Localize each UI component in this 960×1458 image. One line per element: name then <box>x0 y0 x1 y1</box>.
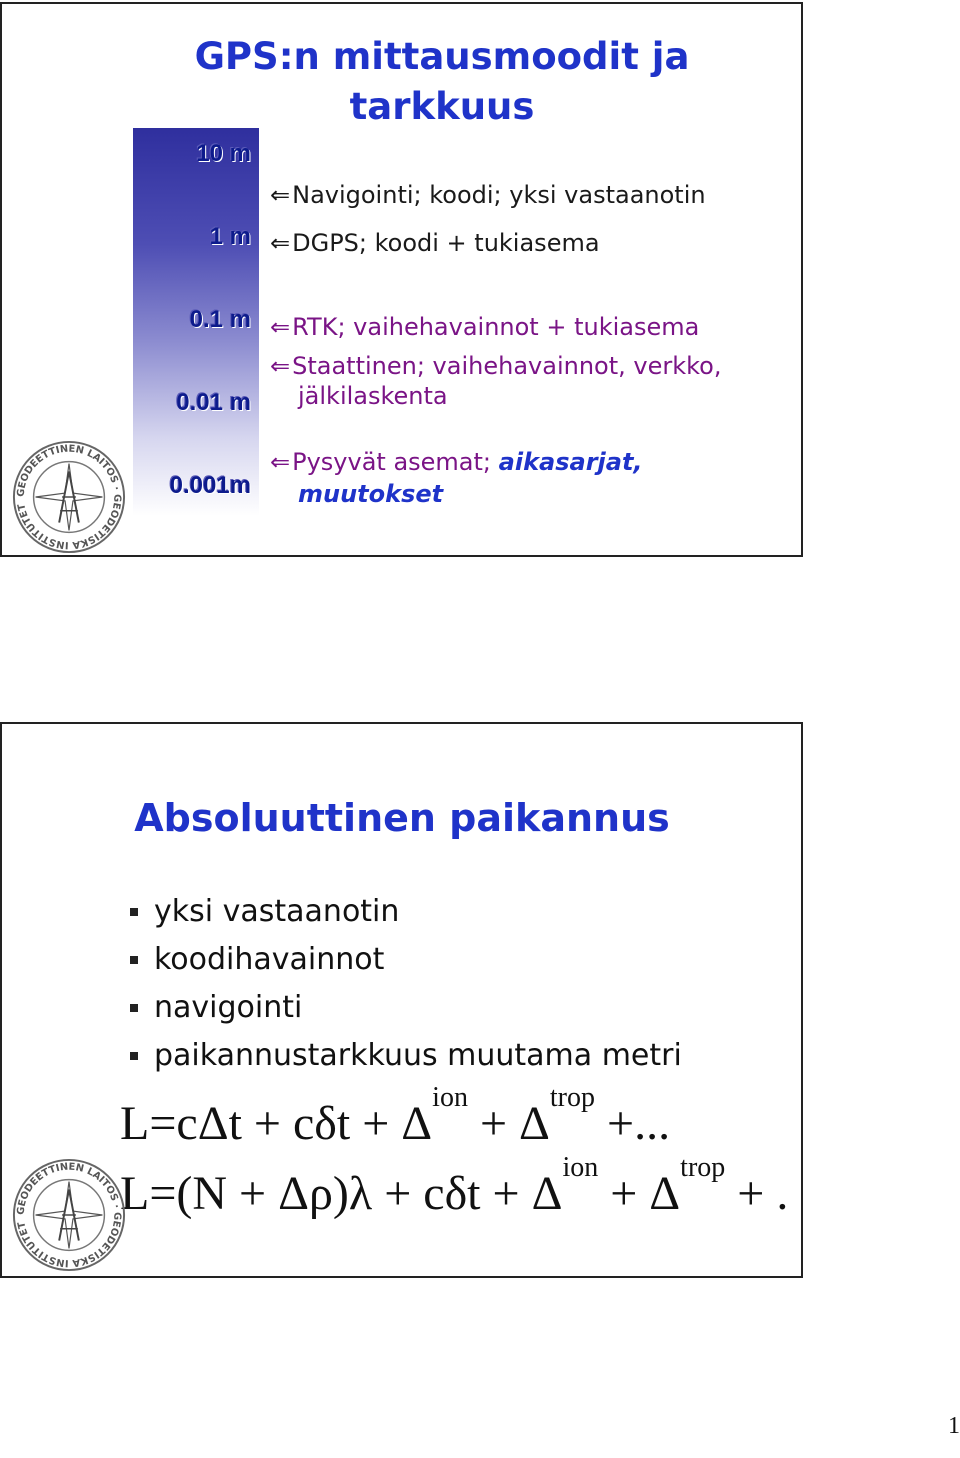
item-rtk: ⇐RTK; vaihehavainnot + tukiasema <box>270 313 700 341</box>
item-staattinen: ⇐Staattinen; vaihehavainnot, verkko, <box>270 352 722 380</box>
slide-2 <box>0 722 803 1278</box>
bullet-square-icon <box>130 956 138 964</box>
item-pysyvat-cont: muutokset <box>298 480 444 508</box>
bullet-list <box>130 888 682 1080</box>
arrow-icon: ⇐ <box>270 448 291 476</box>
accuracy-scale-bar <box>133 128 259 516</box>
item-staattinen-cont: jälkilaskenta <box>298 382 448 410</box>
slide-2-title: Absoluuttinen paikannus <box>134 796 670 840</box>
item-navigointi: ⇐Navigointi; koodi; yksi vastaanotin <box>270 181 706 209</box>
item-dgps: ⇐DGPS; koodi + tukiasema <box>270 229 600 257</box>
institute-logo <box>10 438 128 556</box>
arrow-icon: ⇐ <box>270 313 291 341</box>
formula-1: $L=c\Delta t + c\delta t + \Delta^{ion} + \Delta^{trop}$ +... <box>120 1082 671 1150</box>
arrow-icon: ⇐ <box>270 181 291 209</box>
arrow-icon: ⇐ <box>270 229 291 257</box>
scale-label-1m: 1 m <box>209 223 251 250</box>
list-item: paikannustarkkuus muutama metri <box>130 1032 682 1080</box>
page-number: 1 <box>948 1413 960 1439</box>
bullet-square-icon <box>130 1004 138 1012</box>
scale-label-10m: 10 m <box>196 140 251 167</box>
svg-text:GEODEETTINEN LAITOS · GEODETIS: GEODEETTINEN LAITOS · GEODETISKA INSTITUTET <box>15 443 123 551</box>
item-pysyvat: ⇐Pysyvät asemat; aikasarjat, <box>270 448 643 476</box>
svg-text:GEODEETTINEN LAITOS · GEODETIS: GEODEETTINEN LAITOS · GEODETISKA INSTITUTET <box>15 1161 123 1269</box>
scale-label-0001m: 0.001m <box>169 472 251 499</box>
list-item: koodihavainnot <box>130 936 682 984</box>
institute-logo <box>10 1156 128 1274</box>
formula-2: $L=(N + \Delta\rho)\lambda + c\delta t + \Delta^{ion} + \Delta^{trop}$ + . <box>120 1152 789 1220</box>
slide-1-title: GPS:n mittausmoodit ja tarkkuus <box>194 35 690 128</box>
slide-1 <box>0 2 803 557</box>
bullet-square-icon <box>130 908 138 916</box>
bullet-square-icon <box>130 1052 138 1060</box>
scale-label-01m: 0.1 m <box>189 306 251 333</box>
list-item: navigointi <box>130 984 682 1032</box>
list-item: yksi vastaanotin <box>130 888 682 936</box>
arrow-icon: ⇐ <box>270 352 291 380</box>
scale-label-001m: 0.01 m <box>176 389 251 416</box>
